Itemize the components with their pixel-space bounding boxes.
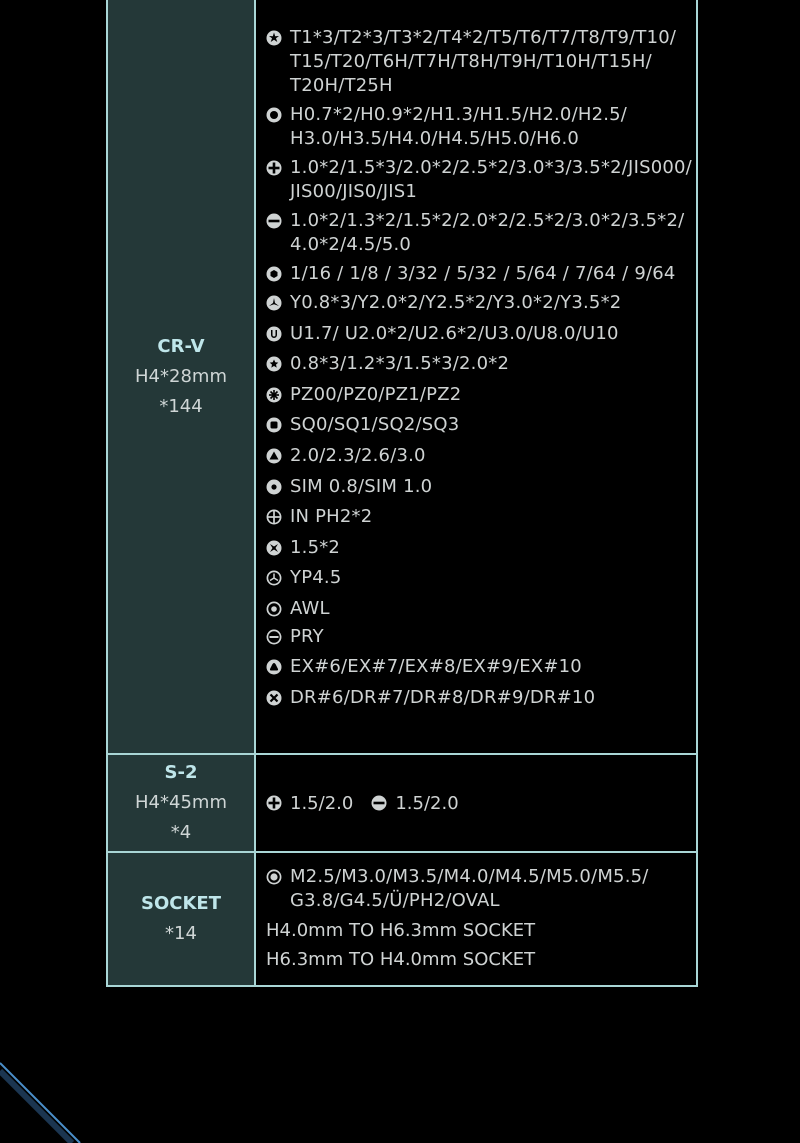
crv-bit-list xyxy=(256,0,698,753)
hex-inch-icon xyxy=(266,266,282,282)
bit-item-pentalobe: 0.8*3/1.2*3/1.5*3/2.0*2 xyxy=(266,352,692,377)
square-icon xyxy=(266,417,282,433)
bit-item-triangle: 2.0/2.3/2.6/3.0 xyxy=(266,444,692,469)
pry-icon xyxy=(266,629,282,645)
slotted-icon xyxy=(266,213,282,229)
bit-item-square: SQ0/SQ1/SQ2/SQ3 xyxy=(266,413,692,438)
torx-icon xyxy=(266,30,282,46)
corner-decoration xyxy=(0,1053,90,1143)
socket-icon xyxy=(266,869,282,885)
u-shape-icon xyxy=(266,326,282,342)
cross-circle-icon xyxy=(266,509,282,525)
bit-item-cross-circle: IN PH2*2 xyxy=(266,505,692,530)
s2-name: S-2 xyxy=(164,762,198,783)
bit-item-slotted: 1.0*2/1.3*2/1.5*2/2.0*2/2.5*2/3.0*2/3.5*2/ 4.0*2/4.5/5.0 xyxy=(266,209,692,257)
crv-row xyxy=(108,0,696,753)
pozidriv-icon xyxy=(266,387,282,403)
bit-item-sim: SIM 0.8/SIM 1.0 xyxy=(266,475,692,500)
sim-icon xyxy=(266,479,282,495)
bit-item-torx: T1*3/T2*3/T3*2/T4*2/T5/T6/T7/T8/T9/T10/ T15/T20/T6H/T7H/T8H/T9H/T10H/T15H/ T20H/T25H xyxy=(266,26,692,98)
socket-item-metric: M2.5/M3.0/M3.5/M4.0/M4.5/M5.0/M5.5/ G3.8/G4.5/Ü/PH2/OVAL xyxy=(266,865,690,913)
bit-item-u-shape: U1.7/ U2.0*2/U2.6*2/U3.0/U8.0/U10 xyxy=(266,322,692,347)
bit-item-y-point: YP4.5 xyxy=(266,566,692,591)
hex-icon xyxy=(266,107,282,123)
bit-item-hex: H0.7*2/H0.9*2/H1.3/H1.5/H2.0/H2.5/ H3.0/H3.5/H4.0/H4.5/H5.0/H6.0 xyxy=(266,103,692,151)
bit-item-phillips: 1.0*2/1.5*3/2.0*2/2.5*2/3.0*3/3.5*2/JIS000/ JIS00/JIS0/JIS1 xyxy=(266,156,692,204)
s2-count: *4 xyxy=(170,822,192,843)
bit-item-ex: EX#6/EX#7/EX#8/EX#9/EX#10 xyxy=(266,655,692,680)
y-point-icon xyxy=(266,570,282,586)
tri-wing-icon xyxy=(266,295,282,311)
pentalobe-icon xyxy=(266,356,282,372)
socket-row xyxy=(108,851,696,985)
socket-name: SOCKET xyxy=(141,893,221,914)
crv-name: CR-V xyxy=(157,335,205,357)
s2-slotted-sizes: 1.5/2.0 xyxy=(395,792,459,814)
four-point-icon xyxy=(266,540,282,556)
s2-row xyxy=(108,753,696,851)
s2-spec: H4*45mm xyxy=(135,792,227,813)
phillips-icon xyxy=(266,795,282,811)
crv-label xyxy=(108,0,256,753)
triangle-icon xyxy=(266,448,282,464)
socket-adapter-1: H4.0mm TO H6.3mm SOCKET xyxy=(266,920,536,941)
ex-icon xyxy=(266,659,282,675)
socket-label xyxy=(108,853,256,985)
phillips-icon xyxy=(266,160,282,176)
socket-list xyxy=(256,853,696,985)
s2-bit-list xyxy=(256,755,696,851)
bit-item-hex-inch: 1/16 / 1/8 / 3/32 / 5/32 / 5/64 / 7/64 / 9/64 xyxy=(266,262,692,286)
bit-item-pozidriv: PZ00/PZ0/PZ1/PZ2 xyxy=(266,383,692,408)
bit-item-four-point: 1.5*2 xyxy=(266,536,692,561)
s2-label xyxy=(108,755,256,851)
slotted-icon xyxy=(371,795,387,811)
s2-phillips-sizes: 1.5/2.0 xyxy=(290,792,354,814)
awl-icon xyxy=(266,601,282,617)
bit-item-tri-wing: Y0.8*3/Y2.0*2/Y2.5*2/Y3.0*2/Y3.5*2 xyxy=(266,291,692,316)
bit-item-pry: PRY xyxy=(266,625,692,650)
crv-count: *144 xyxy=(159,395,203,417)
socket-count: *14 xyxy=(165,923,197,944)
bit-item-dr: DR#6/DR#7/DR#8/DR#9/DR#10 xyxy=(266,686,692,711)
bit-item-awl: AWL xyxy=(266,597,692,622)
spec-table xyxy=(106,0,698,987)
dr-icon xyxy=(266,690,282,706)
socket-adapter-2: H6.3mm TO H4.0mm SOCKET xyxy=(266,949,536,970)
crv-spec: H4*28mm xyxy=(135,365,227,387)
